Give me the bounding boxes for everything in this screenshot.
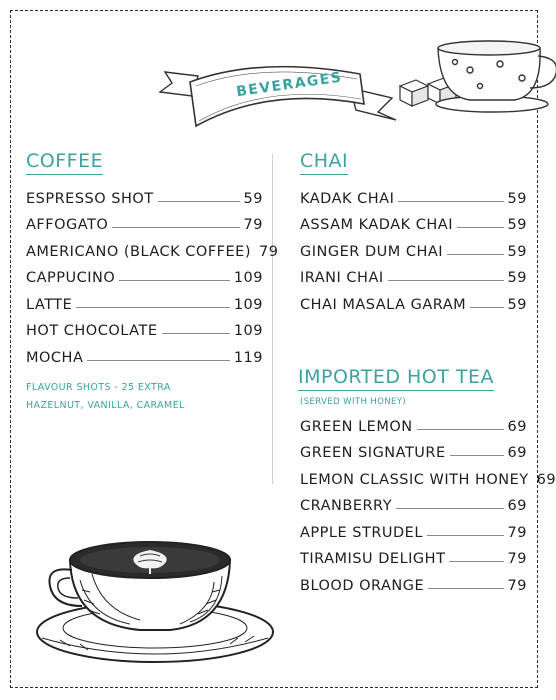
item-price: 79: [258, 243, 279, 260]
leader-line: [457, 227, 504, 228]
item-price: 109: [233, 296, 263, 313]
leader-line: [162, 333, 230, 334]
teacup-icon: [436, 41, 556, 112]
item-name: GREEN SIGNATURE: [300, 445, 446, 461]
item-price: 59: [507, 296, 527, 313]
leader-line: [447, 254, 503, 255]
ribbon-banner-icon: [0, 0, 550, 140]
menu-item: [300, 260, 527, 287]
item-price: 69: [507, 445, 527, 461]
coffee-section-title: COFFEE: [26, 150, 103, 175]
leader-line: [450, 455, 504, 456]
leader-line: [470, 307, 503, 308]
menu-item: [300, 488, 527, 515]
leader-line: [396, 508, 503, 509]
leader-line: [428, 588, 503, 589]
leader-line: [398, 201, 503, 202]
item-price: 69: [507, 418, 527, 435]
menu-item: [300, 514, 527, 541]
item-name: IRANI CHAI: [300, 270, 384, 286]
leader-line: [119, 280, 230, 281]
menu-item: [300, 233, 527, 260]
menu-item: [26, 233, 279, 260]
item-price: 69: [536, 471, 556, 488]
item-price: 79: [507, 524, 527, 541]
menu-item: [300, 567, 527, 594]
chai-section-title: CHAI: [300, 150, 348, 175]
item-name: CRANBERRY: [300, 498, 393, 514]
menu-item: [26, 207, 263, 234]
menu-item: [300, 541, 527, 568]
coffee-list: [26, 180, 279, 366]
item-name: CAPPUCINO: [26, 270, 116, 286]
item-name: APPLE STRUDEL: [300, 524, 423, 541]
leader-line: [87, 360, 229, 361]
item-price: 79: [507, 577, 527, 594]
leader-line: [158, 201, 240, 202]
item-name: KADAK CHAI: [300, 190, 395, 207]
item-name: TIRAMISU DELIGHT: [300, 551, 446, 567]
flavour-shots-note: FLAVOUR SHOTS - 25 EXTRA: [26, 382, 171, 393]
tea-list: [300, 408, 556, 594]
item-name: HOT CHOCOLATE: [26, 323, 158, 339]
item-name: GREEN LEMON: [300, 418, 413, 435]
coffee-cup-icon: [30, 520, 280, 665]
column-divider: [272, 154, 273, 484]
leader-line: [427, 535, 504, 536]
item-name: ESPRESSO SHOT: [26, 190, 154, 207]
item-price: 59: [507, 217, 527, 233]
item-price: 109: [233, 270, 263, 286]
chai-list: [300, 180, 527, 313]
tea-section-title: IMPORTED HOT TEA: [298, 366, 494, 391]
menu-item: [26, 260, 263, 287]
item-name: MOCHA: [26, 349, 84, 366]
menu-item: [26, 313, 263, 340]
item-name: AFFOGATO: [26, 217, 109, 233]
leader-line: [76, 307, 229, 308]
item-price: 79: [507, 551, 527, 567]
item-name: GINGER DUM CHAI: [300, 243, 444, 260]
served-with-honey-note: (SERVED WITH HONEY): [300, 397, 407, 407]
leader-line: [112, 227, 239, 228]
menu-item: [300, 180, 527, 207]
item-price: 59: [507, 270, 527, 286]
item-price: 79: [243, 217, 263, 233]
item-price: 59: [507, 190, 527, 207]
item-name: BLOOD ORANGE: [300, 577, 425, 594]
flavour-options-note: HAZELNUT, VANILLA, CARAMEL: [26, 400, 185, 411]
menu-item: [26, 180, 263, 207]
item-price: 59: [507, 243, 527, 260]
menu-item: [300, 408, 527, 435]
menu-item: [26, 286, 263, 313]
item-name: AMERICANO (BLACK COFFEE): [26, 243, 251, 260]
banner-title: BEVERAGES: [235, 69, 344, 101]
leader-line: [388, 280, 504, 281]
item-name: LEMON CLASSIC WITH HONEY: [300, 471, 529, 488]
item-price: 69: [507, 498, 527, 514]
item-price: 119: [233, 349, 263, 366]
item-price: 109: [233, 323, 263, 339]
menu-item: [300, 286, 527, 313]
menu-item: [300, 207, 527, 234]
menu-item: [26, 339, 263, 366]
item-price: 59: [243, 190, 263, 207]
leader-line: [417, 429, 504, 430]
item-name: CHAI MASALA GARAM: [300, 296, 467, 313]
menu-item: [300, 435, 527, 462]
menu-item: [300, 461, 556, 488]
item-name: ASSAM KADAK CHAI: [300, 217, 453, 233]
item-name: LATTE: [26, 296, 73, 313]
leader-line: [449, 561, 503, 562]
